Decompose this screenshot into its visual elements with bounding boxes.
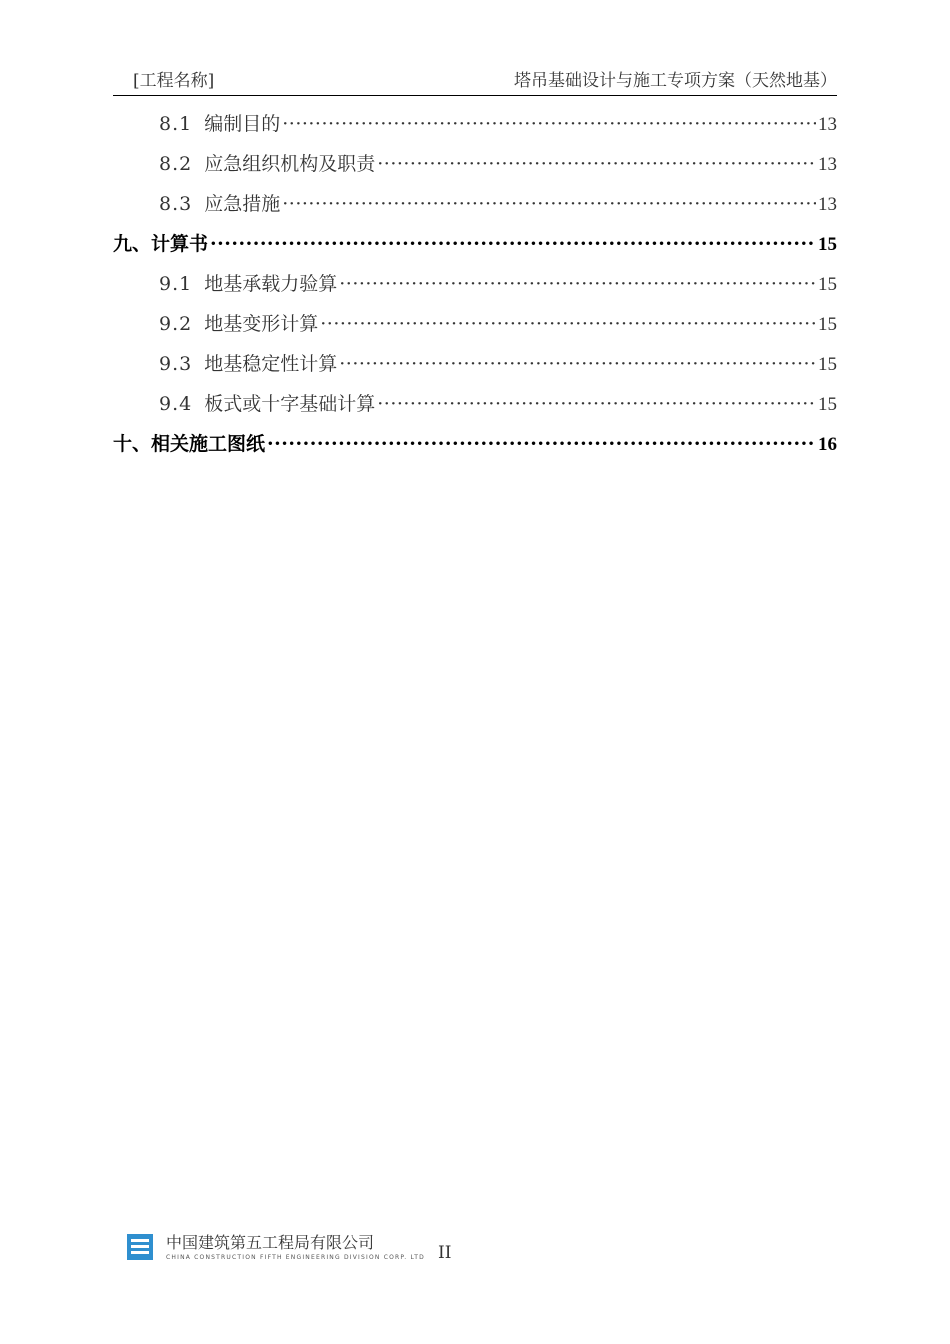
page-number: II <box>438 1243 452 1263</box>
toc-section-entry[interactable] <box>113 144 837 184</box>
toc-entry-title: 地基稳定性计算 <box>204 353 338 375</box>
header-project-name: [工程名称] <box>133 71 215 91</box>
toc-section-entry[interactable] <box>113 304 837 344</box>
toc-dot-leader <box>210 224 816 264</box>
toc-entry-label <box>159 264 337 304</box>
toc-section-number: 8.3 <box>159 193 193 215</box>
toc-page-number: 15 <box>818 394 837 415</box>
toc-section-number: 9.2 <box>159 313 193 335</box>
toc-section-entry[interactable] <box>113 264 837 304</box>
footer-company-name-en: CHINA CONSTRUCTION FIFTH ENGINEERING DIVISION CORP. LTD <box>166 1254 425 1261</box>
toc-entry-title: 板式或十字基础计算 <box>204 393 376 415</box>
toc-page-number: 13 <box>818 154 837 175</box>
toc-entry-title: 应急组织机构及职责 <box>204 153 376 175</box>
footer-company-name: 中国建筑第五工程局有限公司 <box>166 1233 375 1252</box>
toc-entry-label <box>159 304 318 344</box>
toc-entry-title: 地基承载力验算 <box>204 273 338 295</box>
toc-entry-label <box>159 384 375 424</box>
header-divider <box>113 95 837 96</box>
toc-entry-title: 九、计算书 <box>113 233 209 255</box>
toc-dot-leader <box>339 264 816 304</box>
toc-page-number: 15 <box>818 274 837 295</box>
toc-dot-leader <box>282 104 816 144</box>
toc-section-entry[interactable] <box>113 384 837 424</box>
toc-chapter-entry[interactable] <box>113 224 837 264</box>
toc-entry-label <box>159 104 280 144</box>
toc-page-number: 13 <box>818 194 837 215</box>
toc-entry-title: 编制目的 <box>204 113 281 135</box>
toc-section-number: 8.1 <box>159 113 193 135</box>
toc-dot-leader <box>267 424 816 464</box>
cscec-logo-icon <box>127 1234 153 1260</box>
toc-section-number: 9.1 <box>159 273 193 295</box>
toc-section-number: 8.2 <box>159 153 193 175</box>
toc-page-number: 15 <box>818 234 837 255</box>
toc-entry-label <box>159 144 375 184</box>
toc-dot-leader <box>377 144 816 184</box>
toc-section-entry[interactable] <box>113 184 837 224</box>
toc-section-entry[interactable] <box>113 344 837 384</box>
header-document-title: 塔吊基础设计与施工专项方案（天然地基） <box>514 71 837 91</box>
toc-entry-label <box>159 184 280 224</box>
toc-chapter-entry[interactable] <box>113 424 837 464</box>
toc-entry-label <box>113 424 265 464</box>
toc-entry-label <box>159 344 337 384</box>
toc-entry-title: 地基变形计算 <box>204 313 319 335</box>
table-of-contents <box>113 104 837 464</box>
toc-dot-leader <box>339 344 816 384</box>
toc-page-number: 13 <box>818 114 837 135</box>
toc-dot-leader <box>282 184 816 224</box>
toc-page-number: 15 <box>818 314 837 335</box>
toc-entry-title: 应急措施 <box>204 193 281 215</box>
toc-dot-leader <box>377 384 816 424</box>
toc-section-number: 9.4 <box>159 393 193 415</box>
toc-section-number: 9.3 <box>159 353 193 375</box>
toc-entry-title: 十、相关施工图纸 <box>113 433 266 455</box>
toc-page-number: 16 <box>818 434 837 455</box>
toc-entry-label <box>113 224 208 264</box>
toc-page-number: 15 <box>818 354 837 375</box>
toc-section-entry[interactable] <box>113 104 837 144</box>
toc-dot-leader <box>320 304 816 344</box>
